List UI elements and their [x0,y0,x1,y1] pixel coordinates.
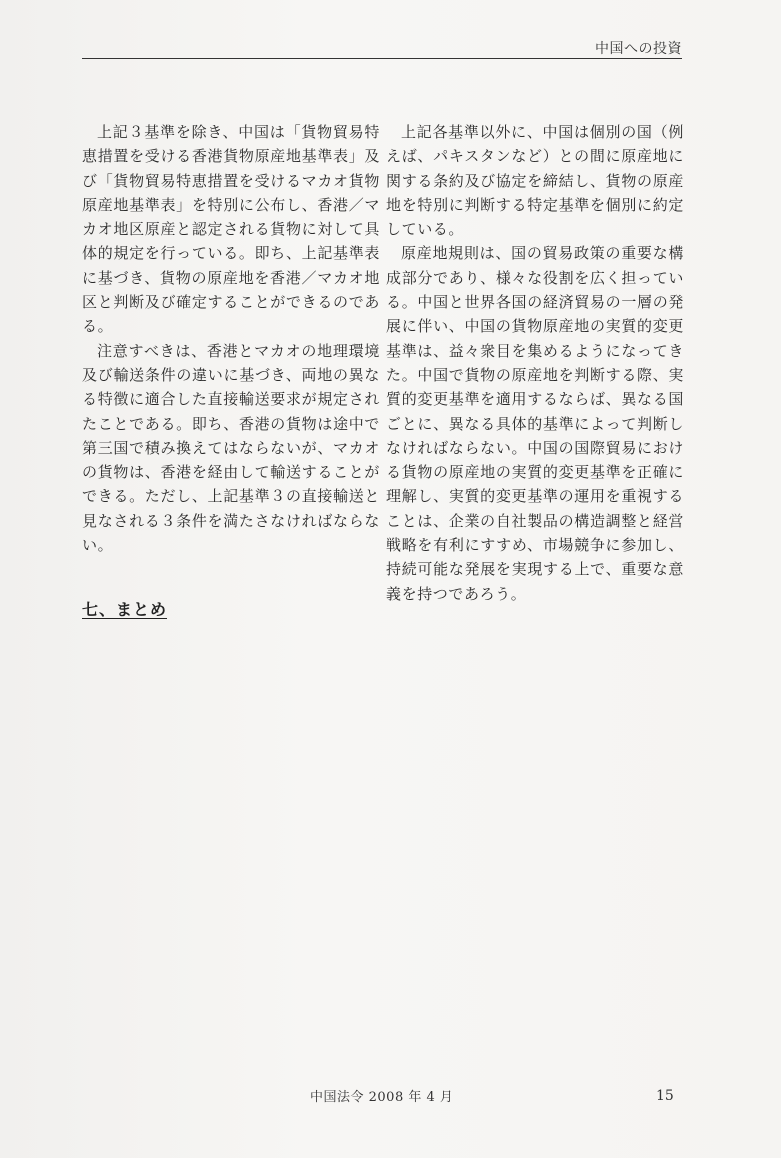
header-rule [82,58,682,59]
footer-publication: 中国法令 2008 年 4 月 [310,1090,454,1105]
right-paragraph-1: 上記各基準以外に、中国は個別の国（例えば、パキスタンなど）との間に原産地に関する条約及び協定を締結し、貨物の原産地を特別に判断する特定基準を個別に約定している。 [386,123,684,239]
running-header-title: 中国への投資 [595,41,682,57]
page-number: 15 [656,1088,674,1104]
left-paragraph-1: 上記３基準を除き、中国は「貨物貿易特恵措置を受ける香港貨物原産地基準表」及び「貨物貿易特恵措置を受けるマカオ貨物原産地基準表」を特別に公布し、香港／マカオ地区原産と認定される貨物に対して具体的規定を行っている。即ち、上記基準表に基づき、貨物の原産地を香港／マカオ地区と判断及び確定することができるのである。 [82,123,380,336]
left-paragraph-2: 注意すべきは、香港とマカオの地理環境及び輸送条件の違いに基づき、両地の異なる特徴に適合した直接輸送要求が規定されたことである。即ち、香港の貨物は途中で第三国で積み換えてはならないが、マカオの貨物は、香港を経由して輸送することができる。ただし、上記基準３の直接輸送と見なされる３条件を満たさなければならない。 [82,341,380,555]
section-heading: 七、まとめ [82,600,168,619]
right-paragraph-2: 原産地規則は、国の貿易政策の重要な構成部分であり、様々な役割を広く担っている。中国と世界各国の経済貿易の一層の発展に伴い、中国の貨物原産地の実質的変更基準は、益々衆目を集めるようになってきた。中国で貨物の原産地を判断する際、実質的変更基準を適用するならば、異なる国ごとに、異なる具体的基準によって判断しなければならない。中国の国際貿易における貨物の原産地の実質的変更基準を正確に理解し、実質的変更基準の運用を重視することは、企業の自社製品の構造調整と経営戦略を有利にすすめ、市場競争に参加し、持続可能な発展を実現する上で、重要な意義を持つであろう。 [386,244,684,603]
right-column [386,120,684,606]
left-column [82,120,380,557]
